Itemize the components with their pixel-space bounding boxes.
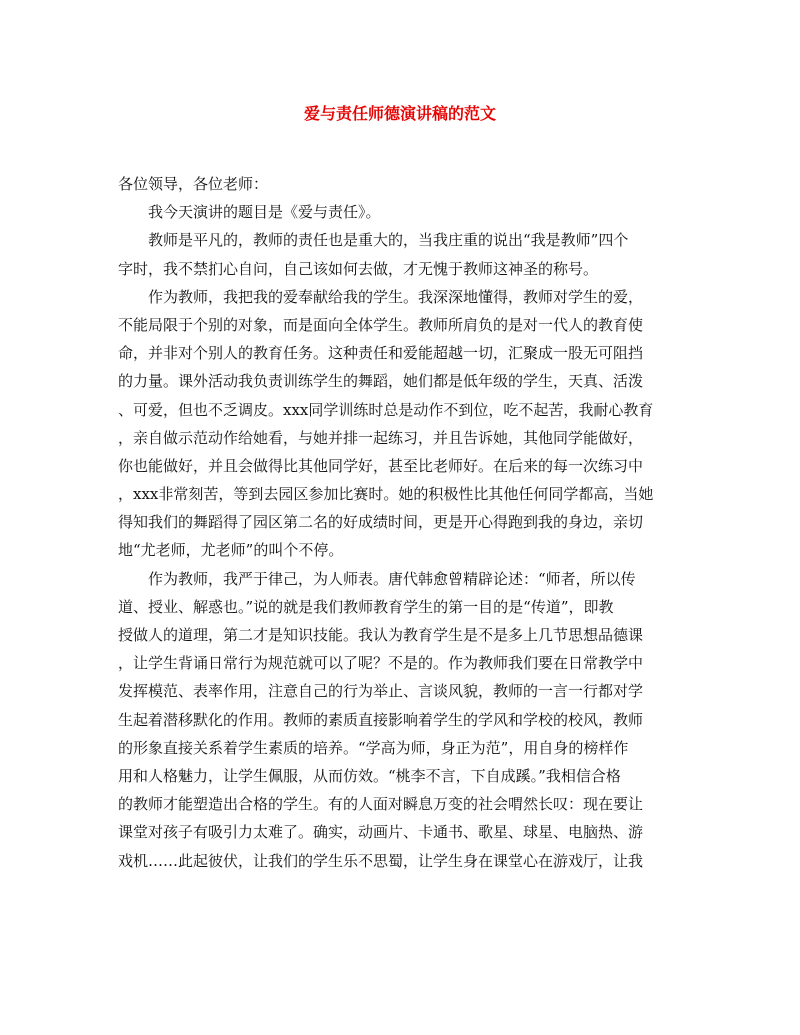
text-line: ，让学生背诵日常行为规范就可以了呢？不是的。作为教师我们要在日常教学中: [118, 654, 644, 673]
text-line: 生起着潜移默化的作用。教师的素质直接影响着学生的学风和学校的校风，教师: [118, 710, 644, 729]
text-line: 字时，我不禁扪心自问，自己该如何去做，才无愧于教师这神圣的称号。: [118, 259, 599, 278]
text-line: 的教师才能塑造出合格的学生。有的人面对瞬息万变的社会喟然长叹：现在要让: [118, 795, 644, 814]
text-line: 教师是平凡的，教师的责任也是重大的，当我庄重的说出“我是教师”四个: [148, 231, 629, 250]
text-line: 不能局限于个别的对象，而是面向全体学生。教师所肩负的是对一代人的教育使: [118, 315, 644, 334]
text-line: 你也能做好，并且会做得比其他同学好，甚至比老师好。在后来的每一次练习中: [118, 456, 644, 475]
text-line: ，亲自做示范动作给她看，与她并排一起练习，并且告诉她，其他同学能做好，: [118, 428, 644, 447]
text-line: 命，并非对个别人的教育任务。这种责任和爱能超越一切，汇聚成一股无可阻挡: [118, 344, 644, 363]
text-line: 作为教师，我把我的爱奉献给我的学生。我深深地懂得，教师对学生的爱，: [148, 287, 644, 306]
text-line: 各位领导，各位老师：: [118, 175, 269, 193]
text-line: 戏机……此起彼伏，让我们的学生乐不思蜀，让学生身在课堂心在游戏厅，让我: [118, 851, 644, 870]
text-line: 课堂对孩子有吸引力太难了。确实，动画片、卡通书、歌星、球星、电脑热、游: [118, 823, 644, 842]
text-line: 授做人的道理，第二才是知识技能。我认为教育学生是不是多上几节思想品德课: [118, 626, 644, 644]
text-line: 的力量。课外活动我负责训练学生的舞蹈，她们都是低年级的学生，天真、活泼: [118, 372, 644, 391]
text-line: 、可爱，但也不乏调皮。xxx同学训练时总是动作不到位，吃不起苦，我耐心教育: [118, 400, 654, 419]
text-line: 地“尤老师，尤老师”的叫个不停。: [118, 541, 344, 560]
text-line: ，xxx非常刻苦，等到去园区参加比赛时。她的积极性比其他任何同学都高，当她: [118, 485, 654, 504]
text-line: 作为教师，我严于律己，为人师表。唐代韩愈曾精辟论述：“师者，所以传: [148, 569, 636, 588]
text-line: 的形象直接关系着学生素质的培养。“学高为师，身正为范”，用自身的榜样作: [118, 738, 629, 757]
text-line: 我今天演讲的题目是《爱与责任》。: [148, 203, 381, 222]
document-title: 爱与责任师德演讲稿的范文: [303, 104, 496, 123]
text-line: 得知我们的舞蹈得了园区第二名的好成绩时间，更是开心得跑到我的身边，亲切: [118, 513, 644, 532]
text-line: 道、授业、解惑也。”说的就是我们教师教育学生的第一目的是“传道”，即教: [118, 597, 614, 616]
text-line: 用和人格魅力，让学生佩服，从而仿效。“桃李不言，下自成蹊。”我相信合格: [118, 766, 621, 785]
text-line: 发挥模范、表率作用，注意自己的行为举止、言谈风貌，教师的一言一行都对学: [118, 682, 644, 701]
document-body: [118, 170, 678, 875]
